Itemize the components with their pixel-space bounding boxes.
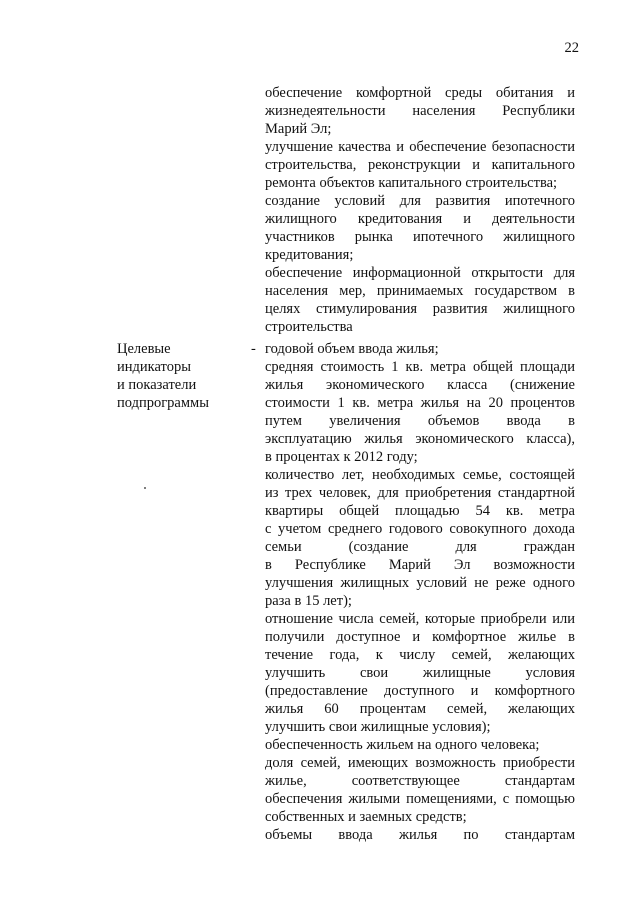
indicators-text-line: улучшения жилищных условий не реже одного [265,575,575,591]
indicators-text-line: с учетом среднего годового совокупного дохода [265,521,575,537]
indicators-text-line: обеспечения жилыми помещениями, с помощью [265,791,575,807]
indicators-text-line: эксплуатацию жилья экономического класса), [265,431,575,447]
separator-dash: - [251,341,256,357]
indicators-text-line: улучшить свои жилищные условия [265,665,575,681]
indicators-text-line: отношение числа семей, которые приобрели или [265,611,575,627]
indicators-text-line: жилье, соответствующее стандартам [265,773,575,789]
indicators-text-line: в Республике Марий Эл возможности [265,557,575,573]
goals-text-line: обеспечение информационной открытости для [265,265,575,281]
goals-text-line: улучшение качества и обеспечение безопасности [265,139,575,155]
indicators-text-line: квартиры общей площадью 54 кв. метра [265,503,575,519]
goals-text-line: обеспечение комфортной среды обитания и [265,85,575,101]
indicators-text-line: (предоставление доступного и комфортного [265,683,575,699]
goals-text-line: кредитования; [265,247,354,263]
indicators-text-line: улучшить свои жилищные условия); [265,719,491,735]
indicators-text-line: объемы ввода жилья по стандартам [265,827,575,843]
indicators-text-line: средняя стоимость 1 кв. метра общей площади [265,359,575,375]
indicators-text-line: годовой объем ввода жилья; [265,341,439,357]
indicators-text-line: количество лет, необходимых семье, состоящей [265,467,575,483]
indicators-label-line: Целевые [117,341,171,357]
goals-text-line: Марий Эл; [265,121,332,137]
indicators-text-line: жилья 60 процентам семей, желающих [265,701,575,717]
indicators-text-line: жилья экономического класса (снижение [265,377,575,393]
goals-text-line: целях стимулирования развития жилищного [265,301,575,317]
goals-text-line: строительства [265,319,353,335]
indicators-text-line: путем увеличения объемов ввода в [265,413,575,429]
goals-text-line: жизнедеятельности населения Республики [265,103,575,119]
indicators-text-line: доля семей, имеющих возможность приобрести [265,755,575,771]
goals-text-line: создание условий для развития ипотечного [265,193,575,209]
page-number: 22 [564,40,579,56]
indicators-label-line: и показатели [117,377,197,393]
scan-speck [144,487,146,489]
goals-text-line: населения мер, принимаемых государством в [265,283,575,299]
goals-text-line: участников рынка ипотечного жилищного [265,229,575,245]
indicators-text-line: стоимости 1 кв. метра жилья на 20 процентов [265,395,575,411]
indicators-text-line: семьи (создание для граждан [265,539,575,555]
indicators-text-line: в процентах к 2012 году; [265,449,418,465]
indicators-text-line: раза в 15 лет); [265,593,352,609]
goals-text-line: ремонта объектов капитального строительства; [265,175,558,191]
indicators-label-line: подпрограммы [117,395,209,411]
goals-text-line: строительства, реконструкции и капитального [265,157,575,173]
goals-text-line: жилищного кредитования и деятельности [265,211,575,227]
indicators-text-line: получили доступное и комфортное жилье в [265,629,575,645]
indicators-text-line: течение года, к числу семей, желающих [265,647,575,663]
indicators-text-line: из трех человек, для приобретения стандартной [265,485,575,501]
indicators-text-line: обеспеченность жильем на одного человека; [265,737,540,753]
indicators-label-line: индикаторы [117,359,191,375]
indicators-text-line: собственных и заемных средств; [265,809,467,825]
